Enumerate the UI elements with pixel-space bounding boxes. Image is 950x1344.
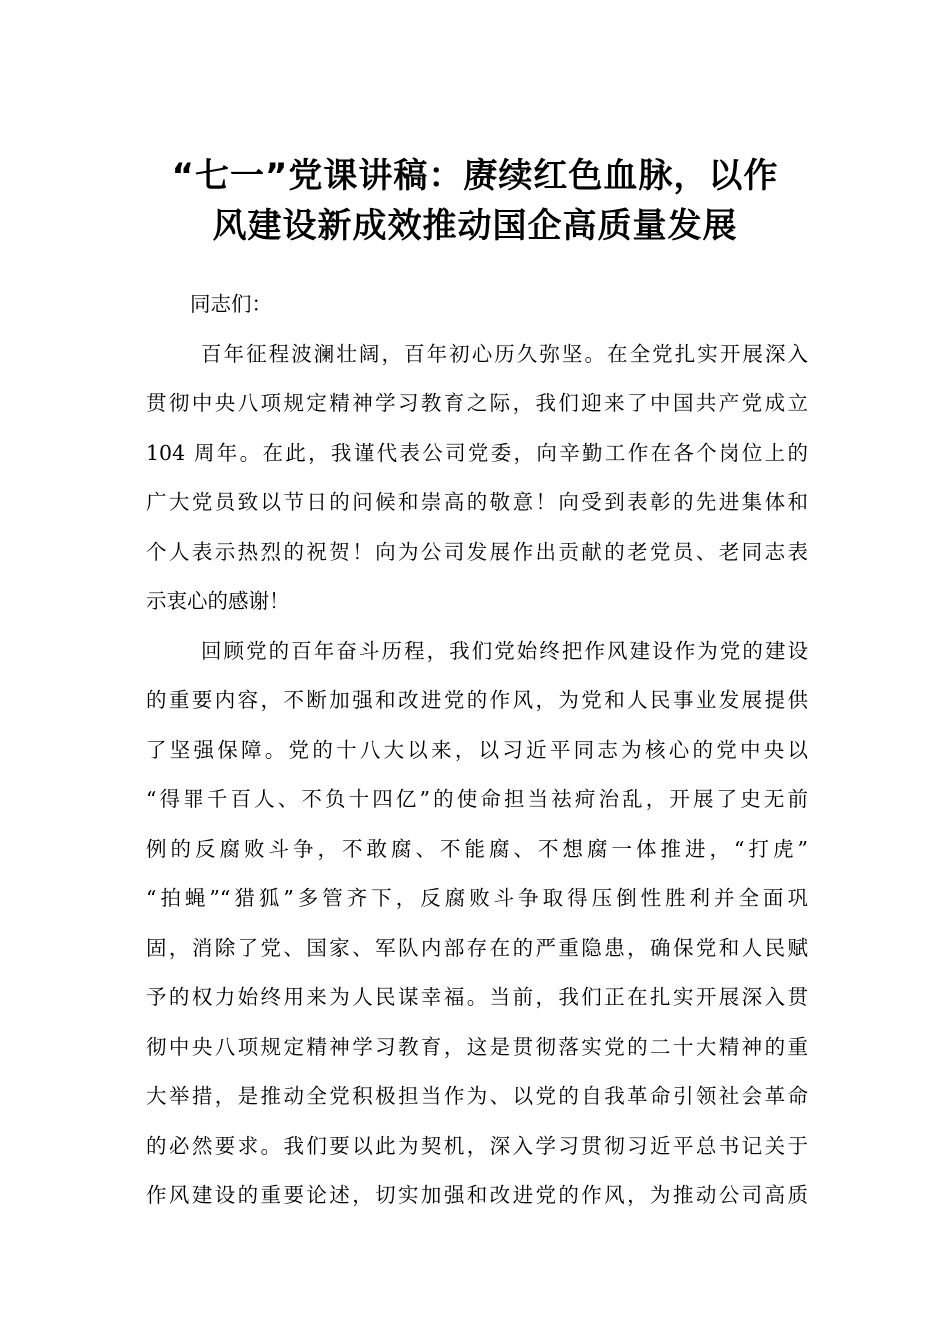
paragraph-line: 大举措，是推动全党积极担当作为、以党的自我革命引领社会革命 xyxy=(146,1084,808,1108)
paragraph-line: 104 周年。在此，我谨代表公司党委，向辛勤工作在各个岗位上的 xyxy=(146,440,808,465)
paragraph-line: 广大党员致以节日的问候和崇高的敬意！向受到表彰的先进集体和 xyxy=(146,490,808,514)
paragraph-line: 了坚强保障。党的十八大以来，以习近平同志为核心的党中央以 xyxy=(146,737,808,762)
document-title xyxy=(110,151,840,251)
paragraph-line: 固，消除了党、国家、军队内部存在的严重隐患，确保党和人民赋 xyxy=(146,935,808,960)
paragraph-line: 例的反腐败斗争，不敢腐、不能腐、不想腐一体推进，“打虎” xyxy=(146,836,808,861)
paragraph-2 xyxy=(146,627,808,1221)
paragraph-line: “得罪千百人、不负十四亿”的使命担当祛疴治乱，开展了史无前 xyxy=(146,787,808,811)
title-line: 风建设新成效推动国企高质量发展 xyxy=(212,205,738,246)
salutation: 同志们： xyxy=(190,292,272,316)
paragraph-line: 的必然要求。我们要以此为契机，深入学习贯彻习近平总书记关于 xyxy=(146,1133,808,1158)
document-body xyxy=(146,280,808,1221)
paragraph-line: 贯彻中央八项规定精神学习教育之际，我们迎来了中国共产党成立 xyxy=(146,391,808,415)
paragraph-line: 予的权力始终用来为人民谋幸福。当前，我们正在扎实开展深入贯 xyxy=(146,985,808,1009)
paragraph-line: 百年征程波澜壮阔，百年初心历久弥坚。在全党扎实开展深入 xyxy=(201,341,808,366)
paragraph-line: “拍蝇”“猎狐”多管齐下，反腐败斗争取得压倒性胜利并全面巩 xyxy=(146,886,808,910)
paragraph-line: 作风建设的重要论述，切实加强和改进党的作风，为推动公司高质 xyxy=(146,1183,808,1207)
paragraph-line: 回顾党的百年奋斗历程，我们党始终把作风建设作为党的建设 xyxy=(201,638,808,663)
paragraph-1 xyxy=(146,330,808,627)
title-line: “七一”党课讲稿：赓续红色血脉，以作 xyxy=(171,155,779,196)
paragraph-line: 个人表示热烈的祝贺！向为公司发展作出贡献的老党员、老同志表 xyxy=(146,539,808,564)
paragraph-line: 示衷心的感谢！ xyxy=(146,589,290,613)
paragraph-line: 彻中央八项规定精神学习教育，这是贯彻落实党的二十大精神的重 xyxy=(146,1034,808,1059)
paragraph-line: 的重要内容，不断加强和改进党的作风，为党和人民事业发展提供 xyxy=(146,688,808,712)
